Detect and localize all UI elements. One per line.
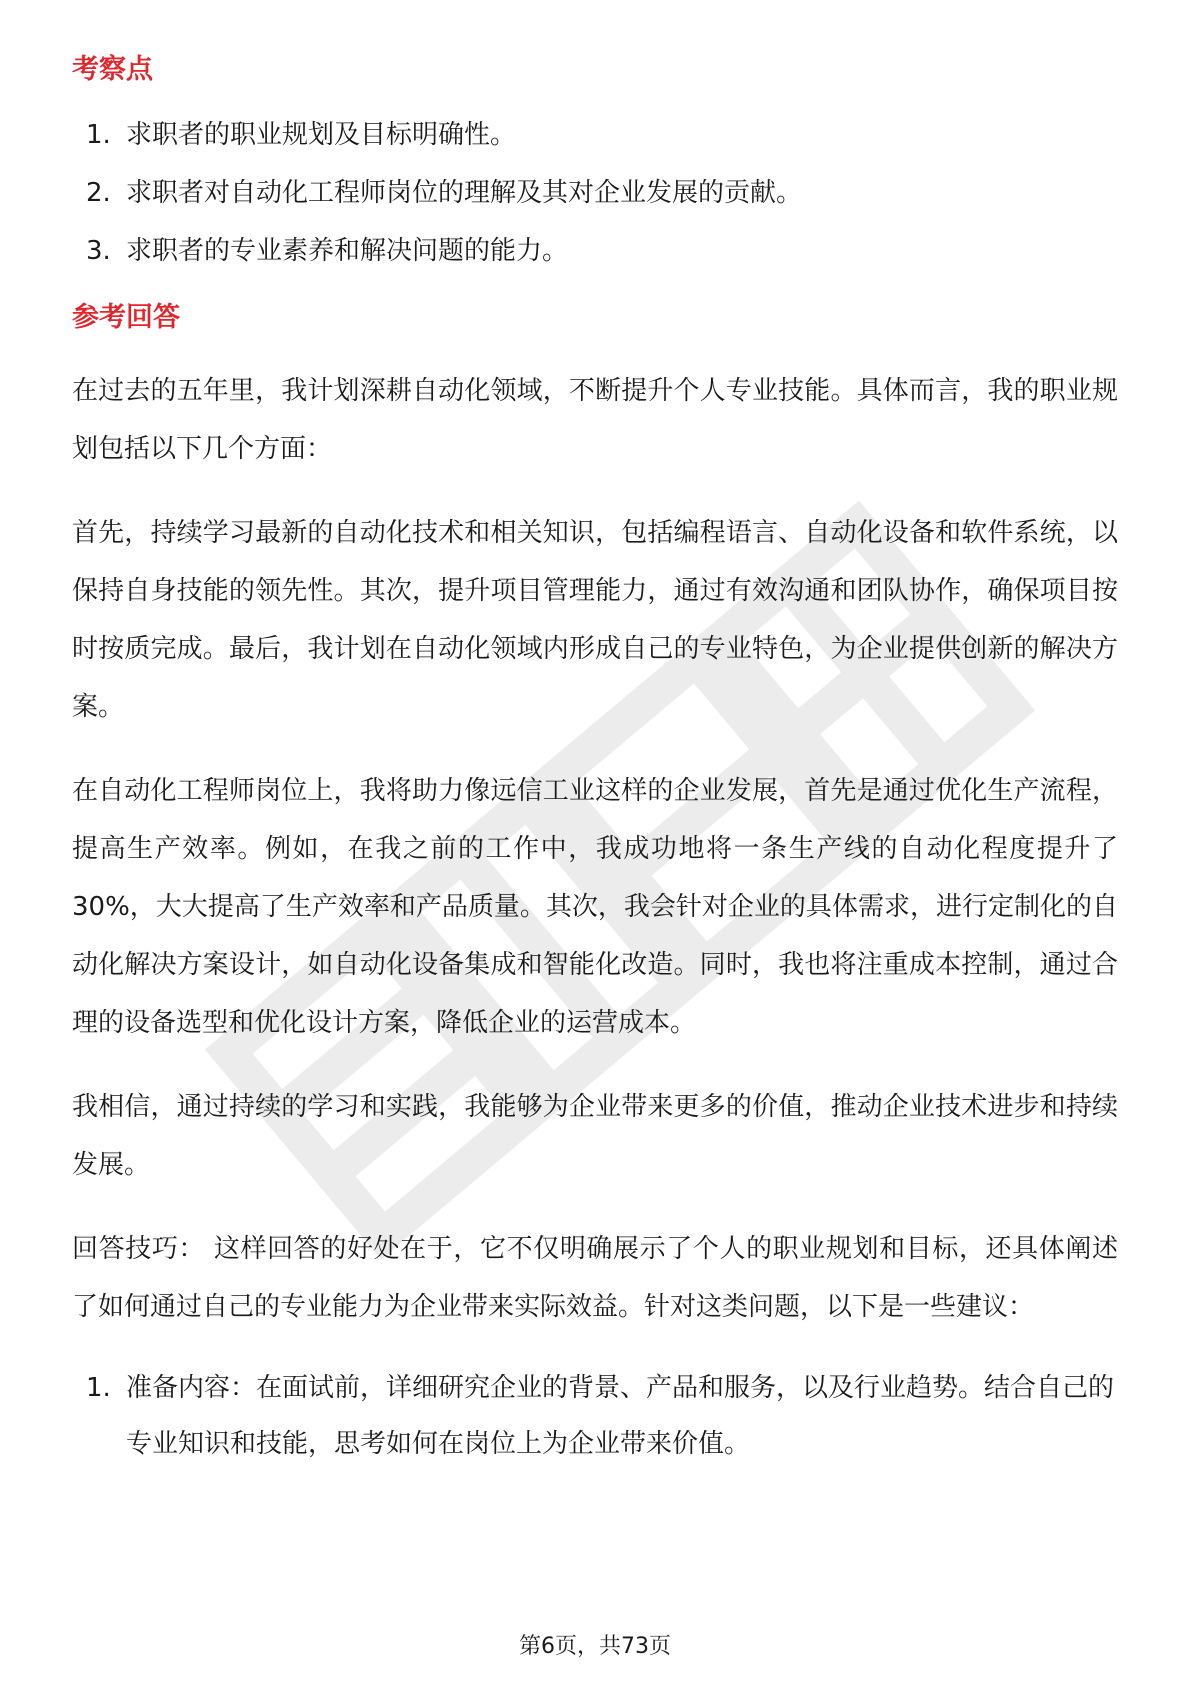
page-content bbox=[72, 52, 1118, 1472]
list-item: 1. 求职者的职业规划及目标明确性。 bbox=[86, 120, 517, 150]
points-list bbox=[72, 106, 1118, 280]
answer-paragraph: 在过去的五年里，我计划深耕自动化领域，不断提升个人专业技能。具体而言，我的职业规划包括以下几个方面： bbox=[72, 376, 1118, 464]
page-footer: 第6页，共73页 bbox=[519, 1634, 671, 1659]
section-title-answer: 参考回答 bbox=[72, 302, 180, 333]
answer-paragraph: 我相信，通过持续的学习和实践，我能够为企业带来更多的价值，推动企业技术进步和持续发展。 bbox=[72, 1092, 1118, 1180]
list-item: 3. 求职者的专业素养和解决问题的能力。 bbox=[86, 236, 569, 266]
answer-paragraph: 在自动化工程师岗位上，我将助力像远信工业这样的企业发展，首先是通过优化生产流程，提高生产效率。例如，在我之前的工作中，我成功地将一条生产线的自动化程度提升了30%，大大提高了生产效率和产品质量。其次，我会针对企业的具体需求，进行定制化的自动化解决方案设计，如自动化设备集成和智能化改造。同时，我也将注重成本控制，通过合理的设备选型和优化设计方案，降低企业的运营成本。 bbox=[72, 776, 1118, 1038]
tips-list bbox=[72, 1360, 1118, 1472]
list-item: 2. 求职者对自动化工程师岗位的理解及其对企业发展的贡献。 bbox=[86, 178, 803, 208]
answer-paragraph: 首先，持续学习最新的自动化技术和相关知识，包括编程语言、自动化设备和软件系统，以保持自身技能的领先性。其次，提升项目管理能力，通过有效沟通和团队协作，确保项目按时按质完成。最后，我计划在自动化领域内形成自己的专业特色，为企业提供创新的解决方案。 bbox=[72, 518, 1118, 722]
list-item: 1. 准备内容：在面试前，详细研究企业的背景、产品和服务，以及行业趋势。结合自己的专业知识和技能，思考如何在岗位上为企业带来价值。 bbox=[86, 1373, 1115, 1459]
section-title-points: 考察点 bbox=[72, 54, 153, 85]
tips-paragraph: 回答技巧： 这样回答的好处在于，它不仅明确展示了个人的职业规划和目标，还具体阐述了如何通过自己的专业能力为企业带来实际效益。针对这类问题，以下是一些建议： bbox=[72, 1234, 1118, 1322]
